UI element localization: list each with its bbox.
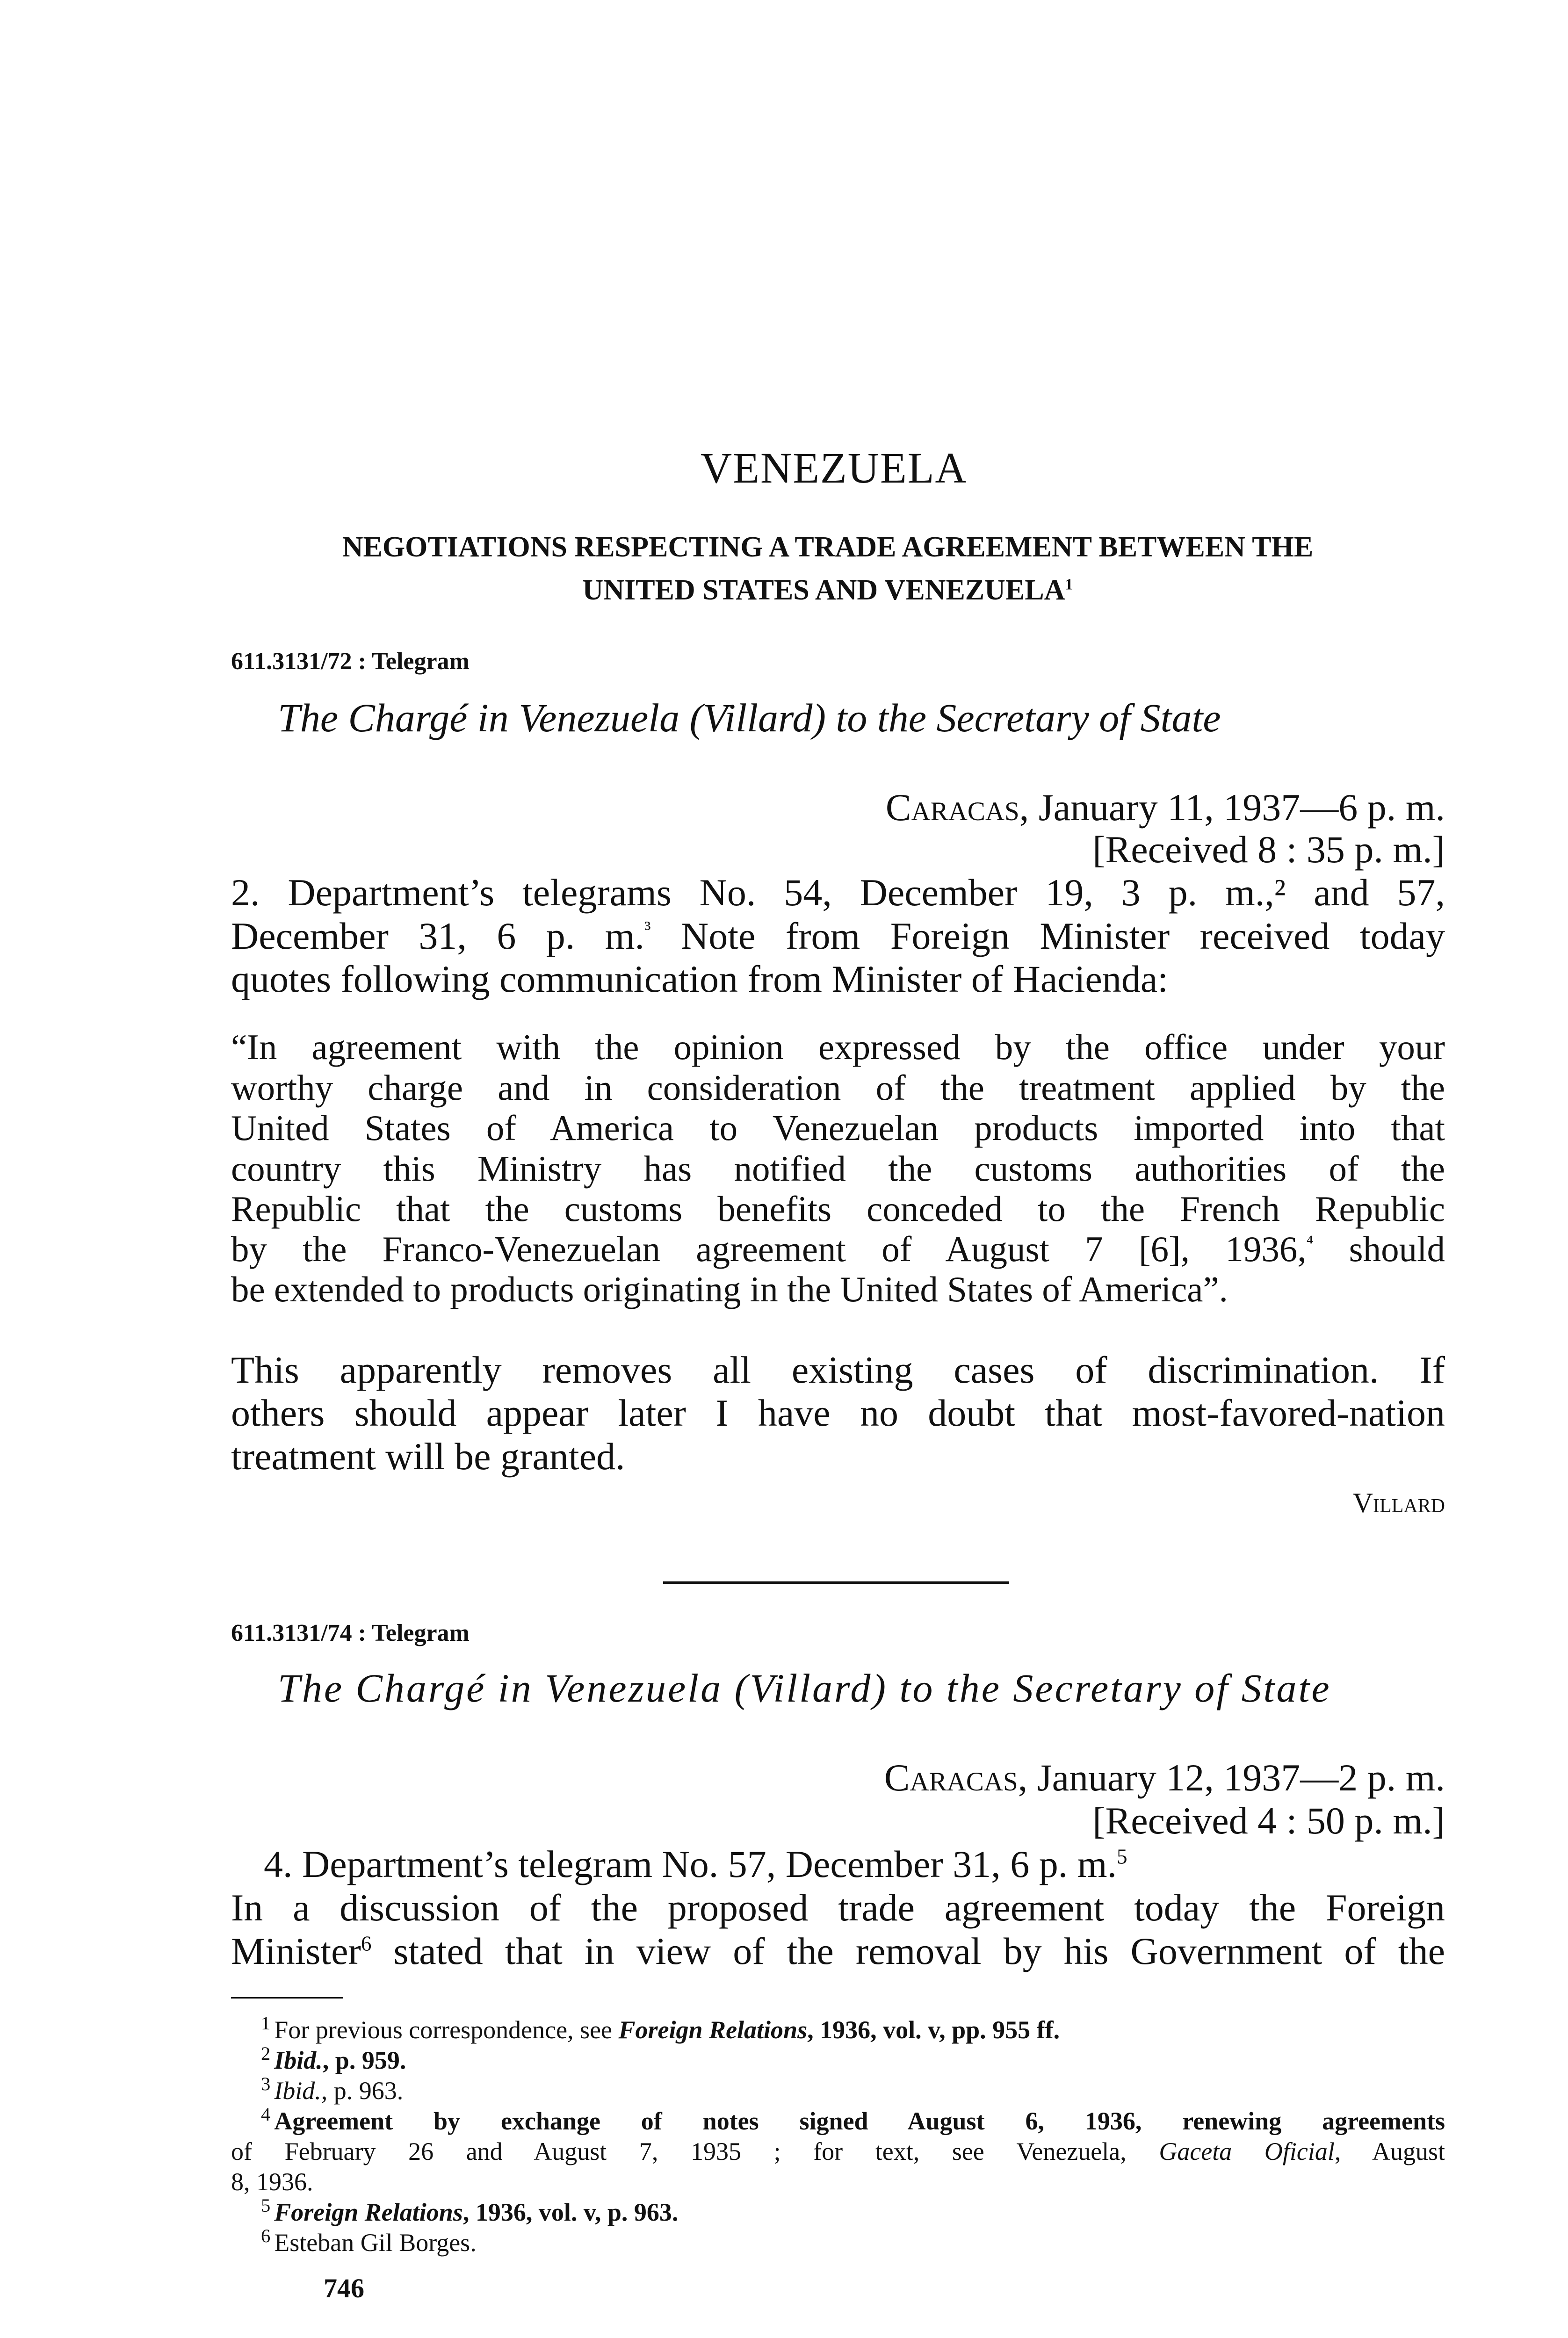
paragraph-1-line-1-tail: ² and 57, <box>1274 871 1445 914</box>
footnote-ref-3: ³ <box>644 916 651 940</box>
footnote-2-italic: Ibid. <box>274 2046 323 2074</box>
file-reference-2: 611.3131/74 : Telegram <box>231 1620 470 1646</box>
paragraph-2-line-3 <box>231 1929 1445 1973</box>
quote-line-5: Republic that the customs benefits conceded to the French Republic <box>231 1189 1445 1229</box>
footnote-rule <box>231 1997 343 1999</box>
footnote-5-mark: 5 <box>261 2195 271 2216</box>
paragraph-1-line-3: quotes following communication from Minister of Hacienda: <box>231 958 1168 1000</box>
footnote-1-text-b: , 1936, vol. v, pp. 955 ff. <box>807 2016 1060 2044</box>
paragraph-1-line-1-text: 2. Department’s telegrams No. 54, December 19, 3 p. m., <box>231 871 1274 914</box>
footnote-1-italic: Foreign Relations <box>618 2016 808 2044</box>
section-divider <box>663 1581 1009 1584</box>
document-title-1: The Chargé in Venezuela (Villard) to the Secretary of State <box>278 695 1221 740</box>
quote-line-1: “In agreement with the opinion expressed by the office under your <box>231 1027 1445 1067</box>
footnote-4-line-2-text: of February 26 and August 7, 1935 ; for text, see Venezuela, <box>231 2137 1159 2165</box>
footnote-5 <box>261 2195 679 2227</box>
page-number: 746 <box>324 2273 364 2303</box>
footnote-6-text: Esteban Gil Borges. <box>274 2229 477 2257</box>
footnote-5-italic: Foreign Relations <box>274 2198 463 2226</box>
received-time-2: [Received 4 : 50 p. m.] <box>1092 1799 1445 1842</box>
footnote-4-line-1-text: Agreement by exchange of notes signed August 6, 1936, renewing agreements <box>274 2107 1445 2135</box>
paragraph-1-line-1 <box>231 871 1445 915</box>
dateline-place-1: Caracas <box>885 786 1019 829</box>
dateline-2 <box>748 1756 1445 1800</box>
paragraph-2-line-2: In a discussion of the proposed trade agreement today the Foreign <box>231 1886 1445 1929</box>
footnote-5-text: , 1936, vol. v, p. 963. <box>462 2198 679 2226</box>
paragraph-1-line-2-head: December 31, 6 p. m. <box>231 915 645 957</box>
footnote-6 <box>261 2225 477 2257</box>
closing-line-1: This apparently removes all existing cases of discrimination. If <box>231 1349 1445 1391</box>
footnote-ref-6: 6 <box>361 1932 372 1956</box>
closing-line-3: treatment will be granted. <box>231 1435 625 1478</box>
footnote-4-line-2-tail: , August <box>1334 2137 1445 2165</box>
footnote-3-text: , p. 963. <box>321 2077 404 2105</box>
quote-line-4: country this Ministry has notified the customs authorities of the <box>231 1148 1445 1189</box>
paragraph-2-line-1-text: 4. Department’s telegram No. 57, December 31, 6 p. m. <box>264 1843 1117 1885</box>
quote-line-6-tail: should <box>1313 1229 1445 1269</box>
footnote-4-line-1 <box>261 2104 1445 2136</box>
footnote-1 <box>261 2015 1060 2044</box>
subheading-line-2-text: UNITED STATES AND VENEZUELA <box>582 574 1065 606</box>
footnote-3 <box>261 2073 404 2105</box>
footnote-3-mark: 3 <box>261 2073 271 2094</box>
footnote-4-mark: 4 <box>261 2104 271 2125</box>
section-subheading <box>224 526 1431 612</box>
footnote-ref-5: 5 <box>1116 1845 1127 1869</box>
dateline-1 <box>748 786 1445 830</box>
paragraph-1-line-2 <box>231 914 1445 958</box>
quote-line-7: be extended to products originating in the United States of America”. <box>231 1269 1228 1309</box>
footnote-ref-4: ⁴ <box>1306 1231 1314 1254</box>
footnote-3-italic: Ibid. <box>274 2077 321 2105</box>
section-heading: VENEZUELA <box>701 444 968 492</box>
quote-line-3: United States of America to Venezuelan products imported into that <box>231 1108 1445 1148</box>
received-time-1: [Received 8 : 35 p. m.] <box>1092 828 1445 871</box>
dateline-date-2: , January 12, 1937—2 p. m. <box>1018 1756 1445 1799</box>
quote-line-2: worthy charge and in consideration of the treatment applied by the <box>231 1068 1445 1108</box>
footnote-1-text-a: For previous correspondence, see <box>274 2016 619 2044</box>
paragraph-2-line-3-head: Minister <box>231 1930 361 1972</box>
footnote-2-text: , p. 959. <box>322 2046 406 2074</box>
footnote-1-mark: 1 <box>261 2013 271 2034</box>
quote-line-6-text: by the Franco-Venezuelan agreement of August 7 [6], 1936, <box>231 1229 1307 1269</box>
footnote-6-mark: 6 <box>261 2225 271 2246</box>
dateline-place-2: Caracas <box>884 1756 1018 1799</box>
footnote-2 <box>261 2043 406 2075</box>
subheading-line-2 <box>224 569 1431 612</box>
paragraph-1-line-2-tail: Note from Foreign Minister received today <box>650 915 1445 957</box>
dateline-date-1: , January 11, 1937—6 p. m. <box>1019 786 1445 829</box>
file-reference-1: 611.3131/72 : Telegram <box>231 648 470 675</box>
footnote-4-italic: Gaceta Oficial <box>1159 2137 1335 2165</box>
closing-line-2: others should appear later I have no doubt that most-favored-nation <box>231 1392 1445 1434</box>
document-title-2: The Chargé in Venezuela (Villard) to the Secretary of State <box>278 1666 1331 1710</box>
subheading-line-1: NEGOTIATIONS RESPECTING A TRADE AGREEMENT BETWEEN THE <box>342 531 1314 563</box>
footnote-4-line-2 <box>231 2137 1445 2166</box>
footnote-2-mark: 2 <box>261 2043 271 2064</box>
quote-line-6 <box>231 1228 1445 1270</box>
paragraph-2-line-1 <box>264 1842 1127 1886</box>
paragraph-2-line-3-tail: stated that in view of the removal by his Government of the <box>371 1930 1445 1972</box>
footnote-4-line-3: 8, 1936. <box>231 2168 313 2196</box>
signature-1: Villard <box>1352 1487 1445 1518</box>
footnote-ref-1: 1 <box>1065 576 1073 593</box>
